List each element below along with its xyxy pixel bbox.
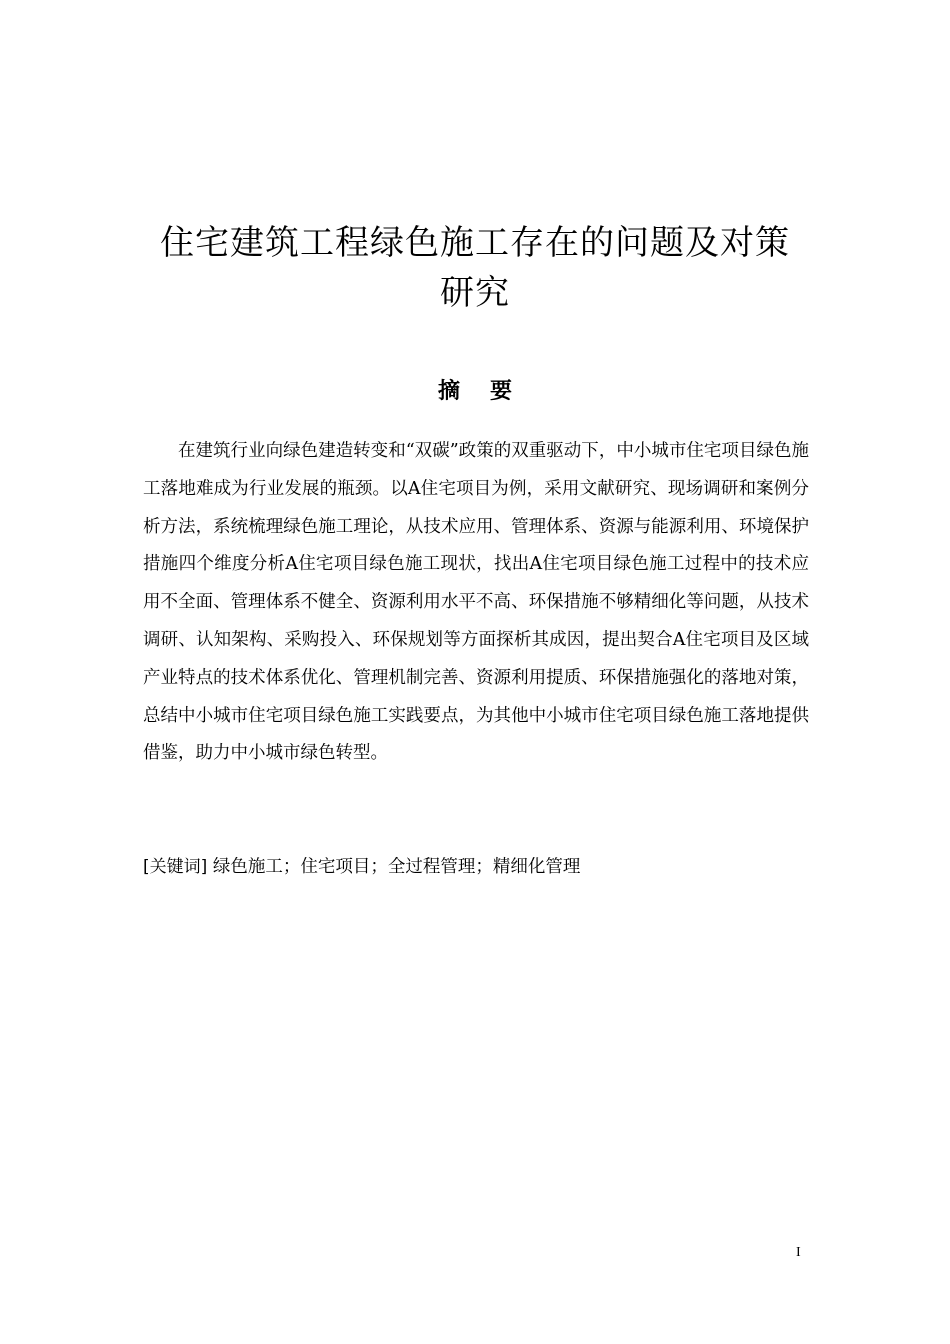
abstract-heading-char-2: 要	[490, 379, 513, 404]
page-number: I	[796, 1245, 801, 1260]
document-title	[140, 218, 810, 318]
keywords-text: 绿色施工；住宅项目；全过程管理；精细化管理	[212, 857, 581, 877]
abstract-body: 在建筑行业向绿色建造转变和“双碳”政策的双重驱动下，中小城市住宅项目绿色施工落地难成为行业发展的瓶颈。以A住宅项目为例，采用文献研究、现场调研和案例分析方法，系统梳理绿色施工理论，从技术应用、管理体系、资源与能源利用、环境保护措施四个维度分析A住宅项目绿色施工现状，找出A住宅项目绿色施工过程中的技术应用不全面、管理体系不健全、资源利用水平不高、环保措施不够精细化等问题，从技术调研、认知架构、采购投入、环保规划等方面探析其成因，提出契合A住宅项目及区域产业特点的技术体系优化、管理机制完善、资源利用提质、环保措施强化的落地对策，总结中小城市住宅项目绿色施工实践要点，为其他中小城市住宅项目绿色施工落地提供借鉴，助力中小城市绿色转型。	[143, 441, 809, 764]
document-title-line-1: 住宅建筑工程绿色施工存在的问题及对策	[160, 223, 790, 263]
abstract-heading-char-1: 摘	[437, 379, 460, 404]
abstract-heading	[0, 376, 950, 408]
document-title-line-2: 研究	[440, 273, 510, 313]
keywords-label: [关键词]	[143, 857, 208, 877]
keywords-line	[143, 851, 809, 883]
